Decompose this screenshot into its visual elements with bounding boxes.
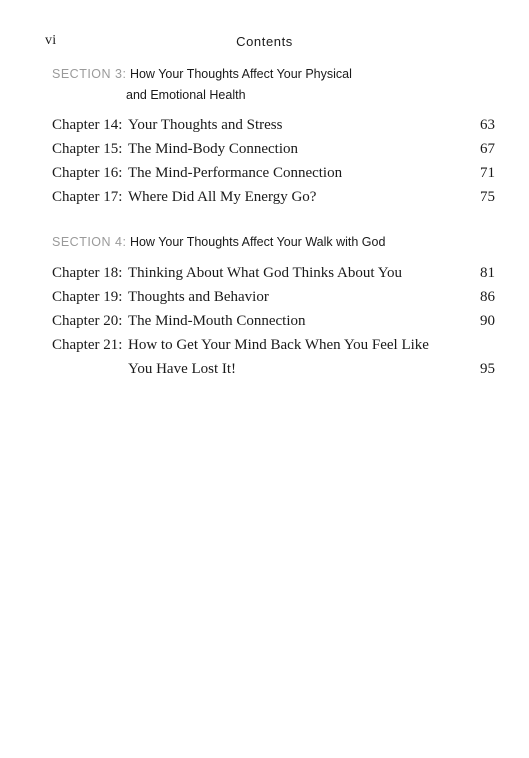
toc-entry[interactable] bbox=[52, 161, 495, 185]
toc-entry[interactable] bbox=[52, 285, 495, 309]
page-number: 67 bbox=[480, 141, 495, 157]
chapter-title: The Mind-Performance Connection bbox=[128, 165, 343, 181]
page-number: 71 bbox=[480, 165, 495, 181]
toc-entry[interactable] bbox=[52, 137, 495, 161]
page-number: 75 bbox=[480, 189, 495, 205]
section-heading-3 bbox=[52, 64, 492, 106]
chapter-title: Thinking About What God Thinks About You bbox=[128, 265, 403, 281]
toc-entry[interactable] bbox=[52, 261, 495, 285]
toc-entry[interactable] bbox=[52, 309, 495, 333]
running-head: Contents bbox=[236, 34, 293, 49]
section-title: How Your Thoughts Affect Your Walk with God bbox=[129, 235, 386, 249]
section-title: How Your Thoughts Affect Your Physical bbox=[129, 67, 352, 81]
page-number: 90 bbox=[480, 313, 495, 329]
chapter-title: The Mind-Mouth Connection bbox=[128, 313, 306, 329]
section-title-continued: and Emotional Health bbox=[126, 88, 246, 102]
chapter-title-line: You Have Lost It! bbox=[128, 361, 237, 377]
chapter-number: Chapter 17: bbox=[52, 189, 123, 205]
chapter-number: Chapter 15: bbox=[52, 141, 123, 157]
section-heading-4 bbox=[52, 232, 492, 253]
toc-entry[interactable] bbox=[52, 185, 495, 209]
page-number: 86 bbox=[480, 289, 495, 305]
toc-entry[interactable] bbox=[52, 113, 495, 137]
chapter-number: Chapter 20: bbox=[52, 313, 123, 329]
chapter-title: Where Did All My Energy Go? bbox=[128, 189, 317, 205]
page-number: 95 bbox=[480, 361, 495, 377]
chapter-number: Chapter 18: bbox=[52, 265, 123, 281]
chapter-title: Your Thoughts and Stress bbox=[128, 117, 283, 133]
chapter-title bbox=[128, 333, 455, 381]
chapter-title: Thoughts and Behavior bbox=[128, 289, 269, 305]
chapter-title-line: How to Get Your Mind Back When You Feel Like bbox=[128, 337, 429, 353]
chapter-number: Chapter 14: bbox=[52, 117, 123, 133]
toc-entry[interactable] bbox=[52, 333, 495, 381]
page-number: 81 bbox=[480, 265, 495, 281]
chapter-number: Chapter 19: bbox=[52, 289, 123, 305]
chapter-number: Chapter 16: bbox=[52, 165, 123, 181]
section-label: SECTION 4: bbox=[52, 235, 127, 249]
page-number: 63 bbox=[480, 117, 495, 133]
chapter-title: The Mind-Body Connection bbox=[128, 141, 298, 157]
section-label: SECTION 3: bbox=[52, 67, 127, 81]
page-folio: vi bbox=[45, 33, 57, 48]
chapter-number: Chapter 21: bbox=[52, 337, 123, 353]
